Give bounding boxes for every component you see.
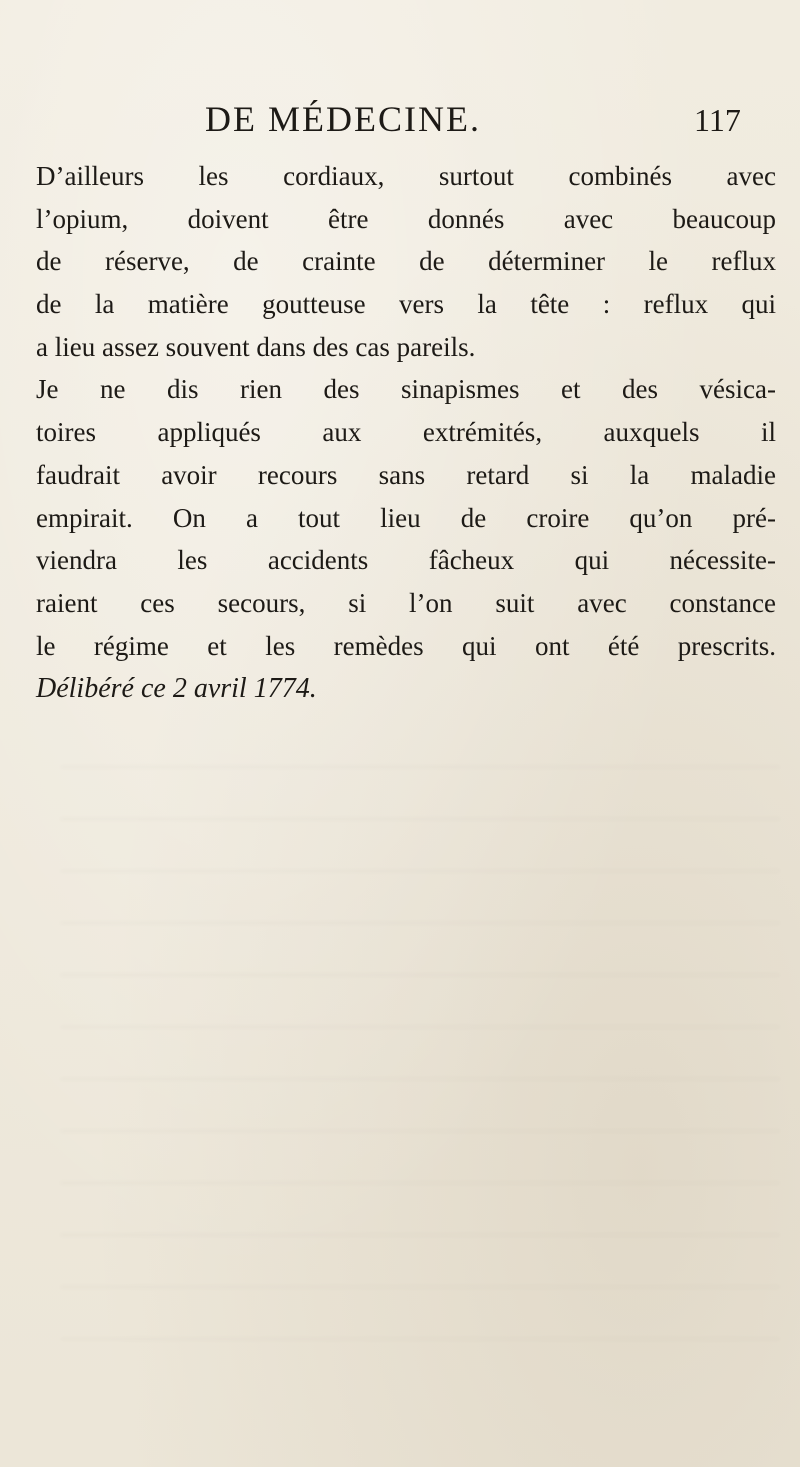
text-line: toires appliqués aux extrémités, auxquels il [36, 417, 776, 448]
page-header [0, 96, 800, 148]
text-line: raient ces secours, si l’on suit avec constance [36, 587, 776, 618]
running-head: DE MÉDECINE. [205, 99, 481, 139]
text-line: de la matière goutteuse vers la tête : reflux qui [36, 289, 776, 320]
text-line: de réserve, de crainte de déterminer le reflux [36, 246, 776, 277]
page-number: 117 [694, 102, 741, 138]
text-line: empirait. On a tout lieu de croire qu’on pré- [36, 502, 776, 533]
text-line: a lieu assez souvent dans des cas pareils. [36, 331, 476, 362]
text-line: faudrait avoir recours sans retard si la maladie [36, 459, 776, 490]
text-line: viendra les accidents fâcheux qui nécessite- [36, 545, 776, 576]
body-text [36, 155, 776, 711]
text-line: le régime et les remèdes qui ont été prescrits. [36, 630, 776, 661]
text-line: Je ne dis rien des sinapismes et des vésica- [36, 374, 776, 405]
text-line: l’opium, doivent être donnés avec beaucoup [36, 203, 776, 234]
closing-date: Délibéré ce 2 avril 1774. [36, 673, 317, 705]
show-through-texture [60, 720, 780, 1340]
text-line: D’ailleurs les cordiaux, surtout combinés avec [36, 161, 776, 191]
